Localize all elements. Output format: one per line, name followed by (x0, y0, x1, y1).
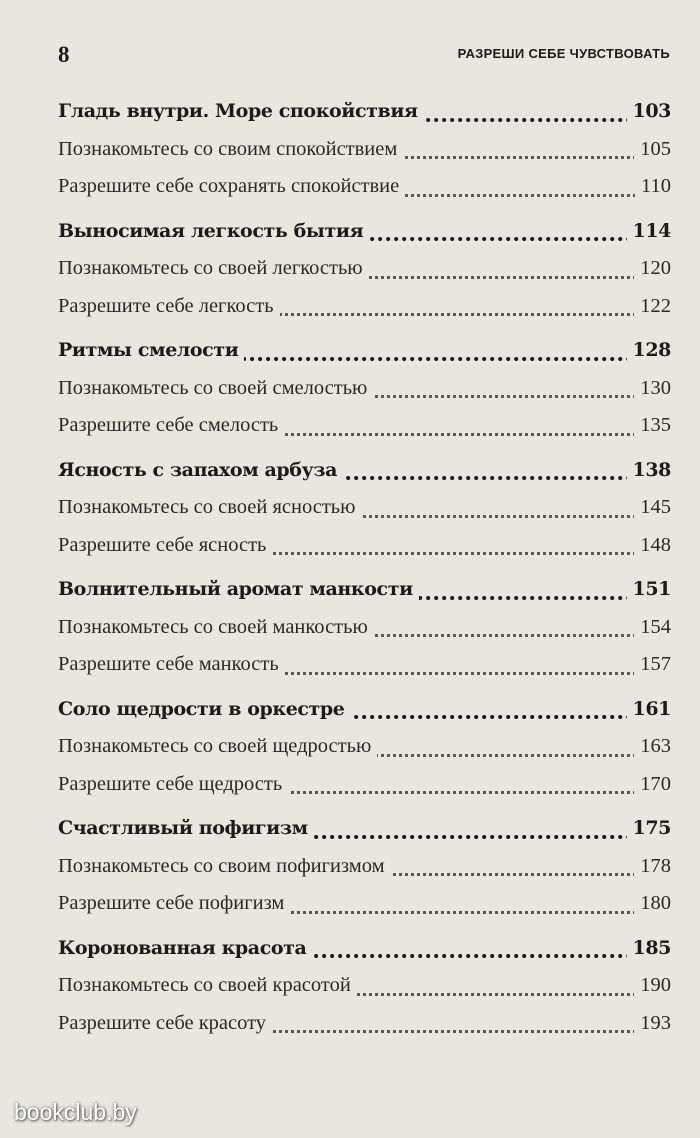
toc-subentry-page-number: 157 (634, 646, 671, 684)
toc-subentry (58, 527, 671, 565)
toc-subentry (58, 1005, 671, 1043)
toc-chapter-title: Коронованная красота (58, 930, 312, 968)
toc-subentry-title: Познакомьтесь со своей легкостью (58, 250, 369, 288)
toc-subentry-page-number: 193 (634, 1005, 671, 1043)
toc-section (58, 213, 671, 326)
toc-subentry-page-number: 145 (634, 489, 671, 527)
page-number: 8 (58, 42, 70, 67)
toc-subentry-page-number: 154 (634, 609, 671, 647)
toc-chapter-title: Ритмы смелости (58, 332, 244, 370)
toc-subentry-title: Познакомьтесь со своей щедростью (58, 728, 377, 766)
watermark: bookclub.by (14, 1099, 137, 1125)
toc-section (58, 93, 671, 206)
toc-subentry-title: Разрешите себе смелость (58, 407, 284, 445)
page-header (58, 42, 670, 72)
toc-section (58, 452, 671, 565)
toc-chapter-title: Счастливый пофигизм (58, 810, 314, 848)
toc-chapter-page-number: 138 (627, 452, 671, 490)
toc-subentry-title: Разрешите себе пофигизм (58, 885, 290, 923)
toc-subentry-page-number: 148 (634, 527, 671, 565)
toc-subentry (58, 489, 671, 527)
toc-chapter (58, 930, 671, 968)
toc-subentry-page-number: 130 (634, 370, 671, 408)
toc-subentry-title: Разрешите себе манкость (58, 646, 285, 684)
toc-chapter-page-number: 175 (627, 810, 671, 848)
toc-chapter (58, 452, 671, 490)
toc-subentry-title: Разрешите себе легкость (58, 288, 280, 326)
toc-chapter (58, 810, 671, 848)
toc-section (58, 571, 671, 684)
toc-chapter-page-number: 103 (627, 93, 671, 131)
toc-subentry-page-number: 170 (634, 766, 671, 804)
toc-subentry-page-number: 105 (634, 131, 671, 169)
toc-subentry (58, 766, 671, 804)
toc-subentry-page-number: 122 (634, 288, 671, 326)
toc-chapter-page-number: 151 (627, 571, 671, 609)
toc-chapter (58, 213, 671, 251)
toc-subentry-title: Познакомьтесь со своим спокойствием (58, 131, 403, 169)
toc-subentry-title: Познакомьтесь со своим пофигизмом (58, 848, 391, 886)
toc-chapter-title: Волнительный аромат манкости (58, 571, 419, 609)
toc-subentry-page-number: 178 (634, 848, 671, 886)
toc-subentry (58, 728, 671, 766)
toc-subentry-page-number: 110 (635, 168, 671, 206)
toc-section (58, 810, 671, 923)
toc-chapter (58, 571, 671, 609)
toc-subentry (58, 168, 671, 206)
toc-section (58, 332, 671, 445)
toc-subentry (58, 885, 671, 923)
toc-chapter-title: Выносимая легкость бытия (58, 213, 369, 251)
toc-subentry (58, 609, 671, 647)
toc-subentry-page-number: 180 (634, 885, 671, 923)
toc-subentry-page-number: 190 (634, 967, 671, 1005)
running-title: РАЗРЕШИ СЕБЕ ЧУВСТВОВАТЬ (457, 46, 670, 61)
toc-subentry (58, 848, 671, 886)
toc-chapter (58, 332, 671, 370)
toc-chapter-page-number: 128 (627, 332, 671, 370)
toc-subentry-title: Разрешите себе красоту (58, 1005, 272, 1043)
toc-subentry-title: Разрешите себе щедрость (58, 766, 288, 804)
toc-chapter-title: Гладь внутри. Море спокойствия (58, 93, 424, 131)
toc-subentry-title: Познакомьтесь со своей ясностью (58, 489, 361, 527)
toc-subentry-page-number: 135 (634, 407, 671, 445)
toc-section (58, 691, 671, 804)
toc-subentry (58, 967, 671, 1005)
table-of-contents (58, 93, 671, 1049)
toc-subentry-page-number: 163 (634, 728, 671, 766)
toc-subentry (58, 131, 671, 169)
toc-chapter-title: Соло щедрости в оркестре (58, 691, 351, 729)
toc-chapter (58, 93, 671, 131)
toc-subentry-title: Познакомьтесь со своей красотой (58, 967, 357, 1005)
toc-chapter-page-number: 114 (627, 213, 671, 251)
toc-subentry-page-number: 120 (634, 250, 671, 288)
toc-subentry-title: Разрешите себе ясность (58, 527, 272, 565)
toc-subentry (58, 646, 671, 684)
toc-section (58, 930, 671, 1043)
toc-chapter-page-number: 185 (627, 930, 671, 968)
toc-chapter-page-number: 161 (627, 691, 671, 729)
toc-subentry (58, 370, 671, 408)
toc-subentry-title: Познакомьтесь со своей манкостью (58, 609, 374, 647)
toc-subentry-title: Познакомьтесь со своей смелостью (58, 370, 373, 408)
toc-chapter-title: Ясность с запахом арбуза (58, 452, 343, 490)
toc-subentry (58, 288, 671, 326)
toc-chapter (58, 691, 671, 729)
toc-subentry (58, 407, 671, 445)
toc-subentry (58, 250, 671, 288)
toc-subentry-title: Разрешите себе сохранять спокойствие (58, 168, 405, 206)
